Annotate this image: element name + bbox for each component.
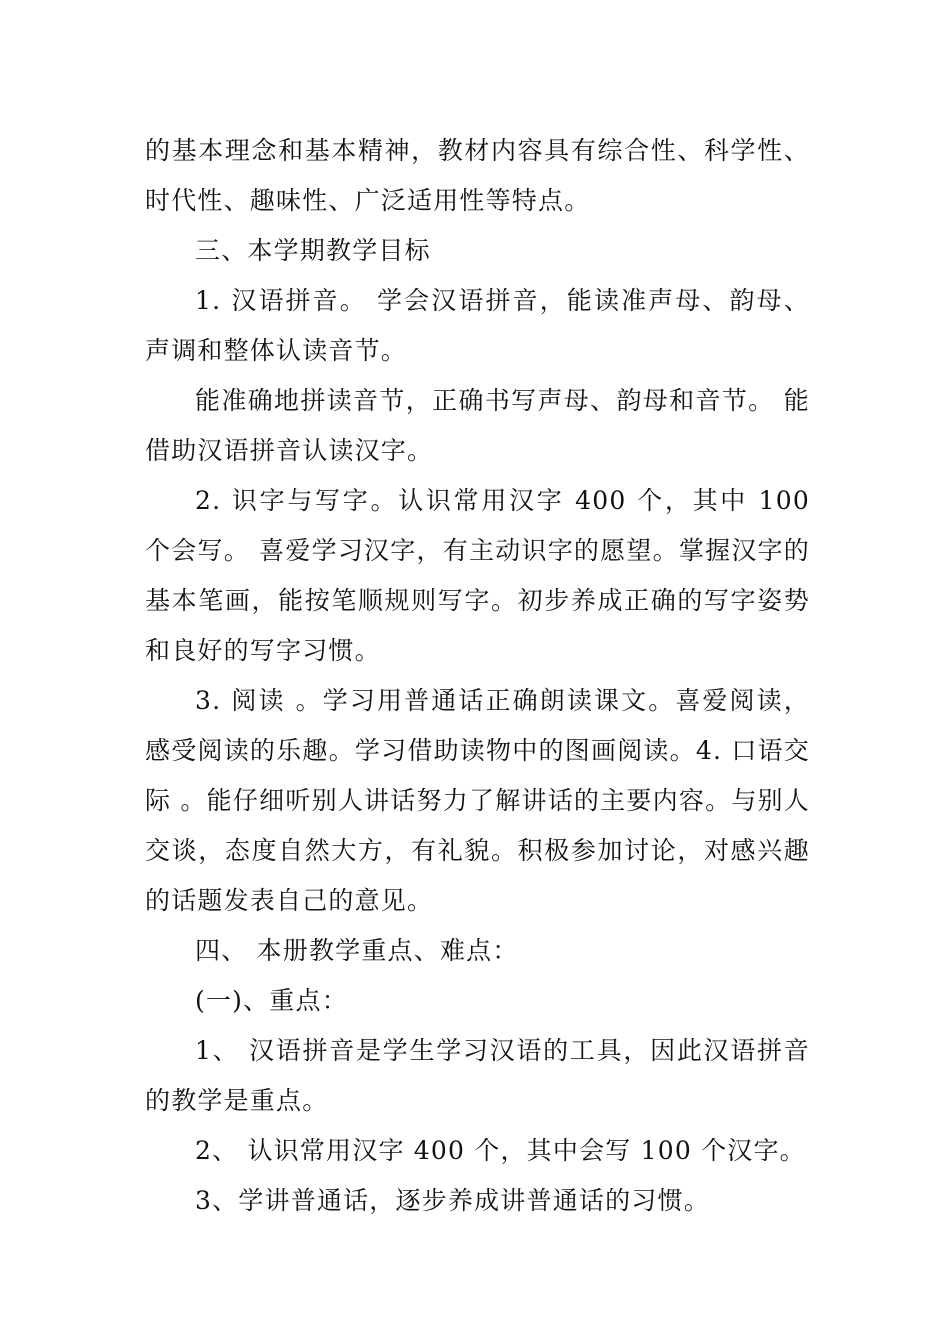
paragraph-continuation: 的基本理念和基本精神，教材内容具有综合性、科学性、时代性、趣味性、广泛适用性等特点。 xyxy=(145,136,810,215)
subheading-key-points: (一)、重点： xyxy=(195,986,348,1015)
section-heading-goals: 三、本学期教学目标 xyxy=(195,236,431,265)
list-item-1: 1、 汉语拼音是学生学习汉语的工具，因此汉语拼音的教学是重点。 xyxy=(145,1036,810,1115)
list-item-2: 2、 认识常用汉字 400 个，其中会写 100 个汉字。 xyxy=(195,1136,806,1165)
paragraph-literacy: 2. 识字与写字。认识常用汉字 400 个，其中 100 个会写。 喜爱学习汉字，有主动识字的愿望。掌握汉字的基本笔画，能按笔顺规则写字。初步养成正确的写字姿势和良好的写字习惯。 xyxy=(145,486,810,665)
paragraph-pinyin: 1. 汉语拼音。 学会汉语拼音，能读准声母、韵母、声调和整体认读音节。 xyxy=(145,286,810,365)
paragraph-pinyin-detail: 能准确地拼读音节，正确书写声母、韵母和音节。 能借助汉语拼音认读汉字。 xyxy=(145,386,810,465)
document-body xyxy=(145,126,810,1226)
section-heading-key-points: 四、 本册教学重点、难点： xyxy=(195,936,519,965)
paragraph-reading-speaking: 3. 阅读 。学习用普通话正确朗读课文。喜爱阅读，感受阅读的乐趣。学习借助读物中的图画阅读。4. 口语交际 。能仔细听别人讲话努力了解讲话的主要内容。与别人交谈，态度自然大方，有礼貌。积极参加讨论，对感兴趣的话题发表自己的意见。 xyxy=(145,686,810,915)
list-item-3: 3、学讲普通话，逐步养成讲普通话的习惯。 xyxy=(195,1186,710,1215)
